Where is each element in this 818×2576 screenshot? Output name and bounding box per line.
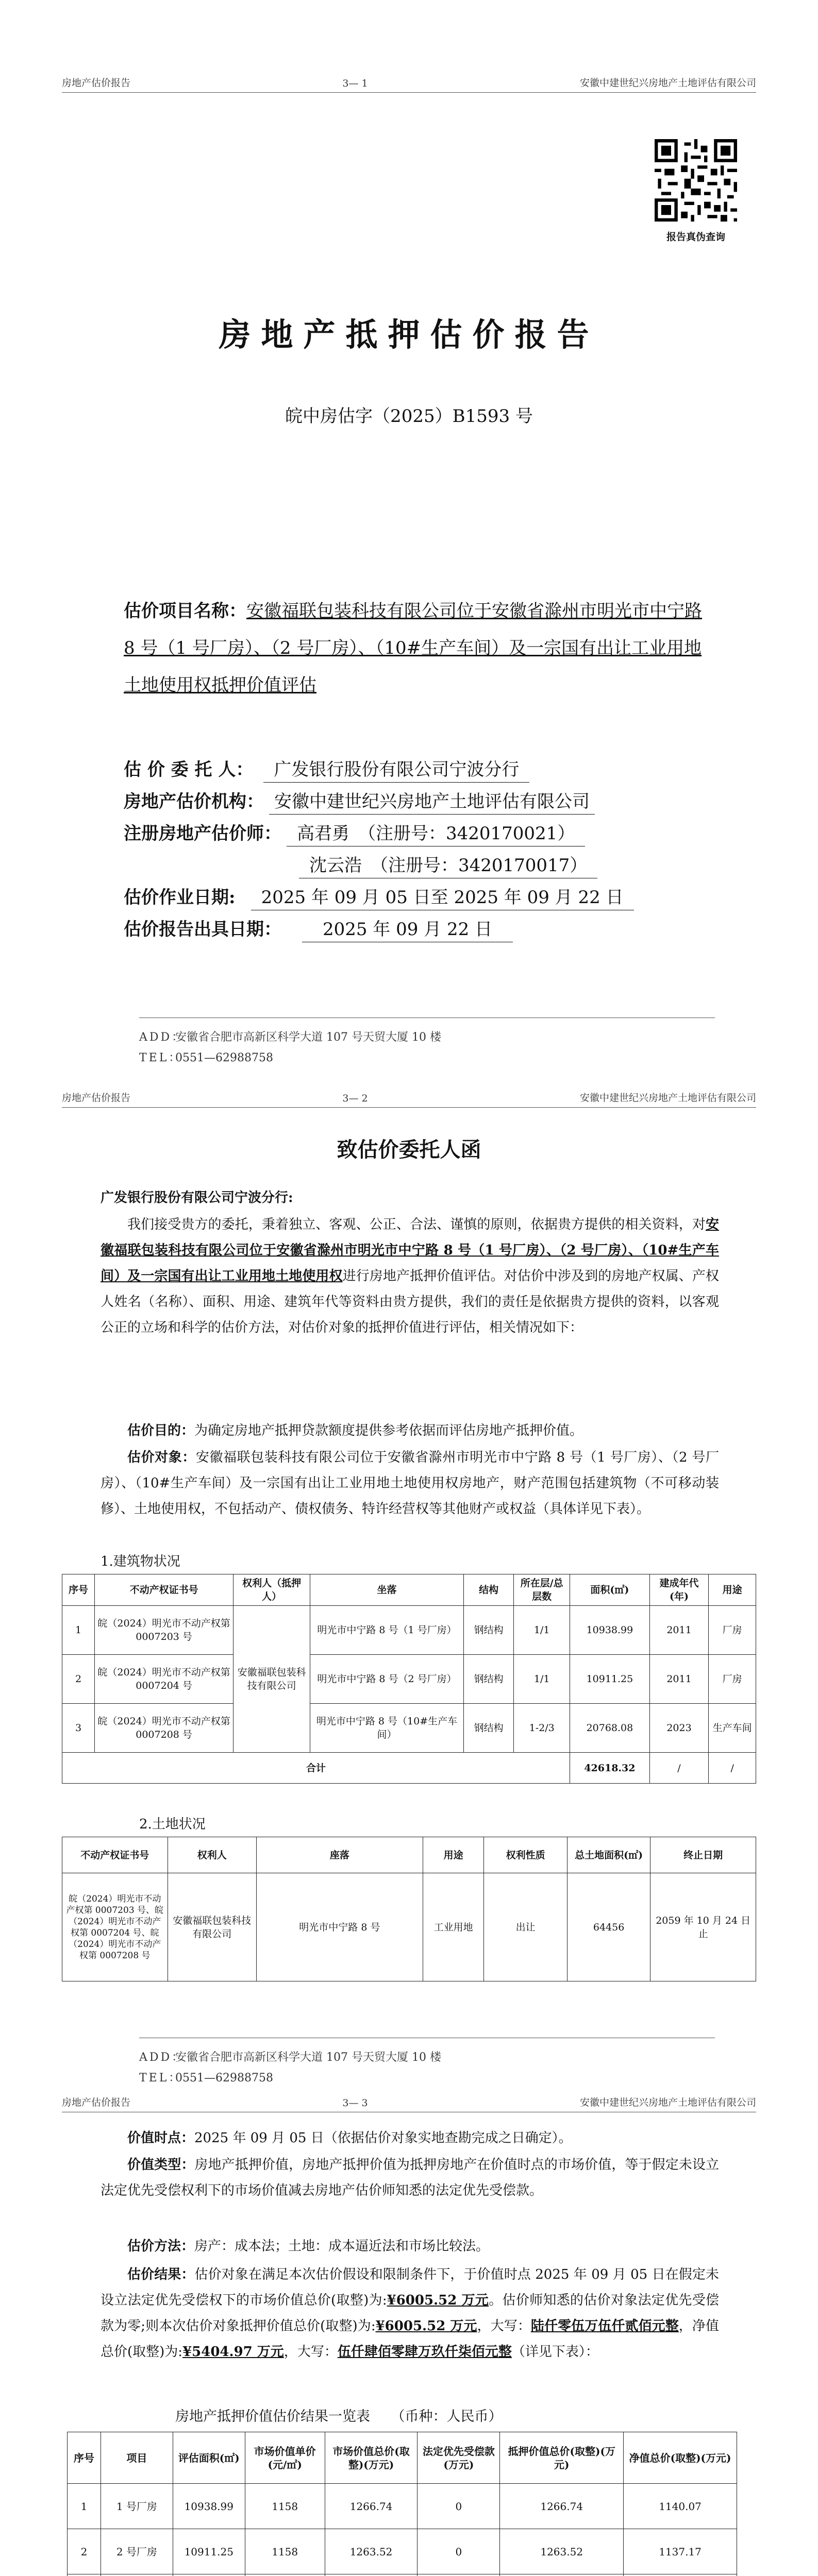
table-row: [68, 2484, 737, 2529]
th-cert: 不动产权证书号: [95, 1574, 233, 1606]
footer-add-label: ADD：: [139, 2051, 186, 2064]
cell: 钢结构: [463, 1655, 513, 1704]
cell: 2023: [649, 1704, 709, 1753]
intro-object: 安徽福联包装科技有限公司位于安徽省滁州市明光市中宁路 8 号（1 号厂房）、（2 号厂房）、（10#生产车间）及一宗国有出让工业用地土地使用权: [101, 1217, 719, 1284]
result-text: 估价对象在满足本次估价假设和限制条件下，于价值时点 2025 年 09 月 05 日在假定未设立法定优先受偿权下的市场价值总价(取整)为:: [101, 2267, 719, 2308]
table-row: [62, 1655, 756, 1704]
table-row: [62, 1873, 756, 1981]
header-left: 房地产估价报告: [62, 77, 131, 89]
cell: 1137.17: [624, 2529, 737, 2574]
cell: 1/1: [514, 1606, 570, 1655]
cell: 0: [418, 2484, 500, 2529]
cell: 0: [418, 2529, 500, 2574]
th-no: 序号: [68, 2432, 101, 2484]
cell: 1: [68, 2484, 101, 2529]
cell: 1/1: [514, 1655, 570, 1704]
cell: 安徽福联包装科技有限公司: [168, 1873, 256, 1981]
header-left: 房地产估价报告: [62, 2097, 131, 2108]
summary-table: [67, 2432, 737, 2576]
qr-caption: 报告真伪查询: [666, 231, 725, 243]
summary-title: [175, 2405, 503, 2425]
land-section-title: 2.土地状况: [139, 1817, 206, 1832]
cell: 钢结构: [463, 1704, 513, 1753]
letter-title: 致估价委托人函: [337, 1138, 481, 1162]
page-header: [62, 2092, 756, 2112]
page-footer: [139, 2038, 715, 2089]
header-page-number: 3— 3: [342, 2097, 368, 2109]
issue-date-value: 2025 年 09 月 22 日: [302, 917, 513, 942]
table-row: [62, 1704, 756, 1753]
cell: 1263.52: [325, 2529, 418, 2574]
cell: 1-2/3: [514, 1704, 570, 1753]
th-cert: 不动产权证书号: [62, 1837, 168, 1873]
cell: /: [649, 1753, 709, 1784]
cell: [500, 2574, 624, 2576]
th-use: 用途: [423, 1837, 483, 1873]
cell: [624, 2574, 737, 2576]
cell-total-label: 合计: [62, 1753, 570, 1784]
header-right: 安徽中建世纪兴房地产土地评估有限公司: [579, 2097, 756, 2108]
result-text: ，大写：: [283, 2344, 338, 2360]
cell: 钢结构: [463, 1606, 513, 1655]
cell: 明光市中宁路 8 号（2 号厂房）: [310, 1655, 464, 1704]
market-value: ¥6005.52 万元: [387, 2293, 489, 2308]
header-page-number: 3— 2: [342, 1093, 368, 1104]
appraiser-label: 注册房地产估价师：: [124, 823, 281, 844]
th-location: 座落: [256, 1837, 423, 1873]
footer-tel-label: TEL：: [139, 1052, 182, 1064]
report-title: 房地产抵押估价报告: [219, 316, 599, 353]
value-type-text: 房地产抵押价值，房地产抵押价值为抵押房地产在价值时点的市场价值，等于假定未设立法定优先受偿权利下的市场价值减去房地产估价师知悉的法定优先受偿款。: [101, 2157, 719, 2198]
cell: [68, 2574, 101, 2576]
value-date-label: 价值时点：: [127, 2130, 195, 2146]
cell: 皖（2024）明光市不动产权第 0007203 号、皖（2024）明光市不动产权第 0007204 号、皖（2024）明光市不动产权第 0007208 号: [62, 1873, 168, 1981]
object-label: 估价对象：: [127, 1450, 196, 1465]
cell: [245, 2574, 325, 2576]
footer-tel: 0551—62988758: [175, 1052, 273, 1064]
cell: 2011: [649, 1606, 709, 1655]
appraiser-row-2: [299, 853, 597, 878]
page-header: [62, 72, 756, 93]
result-para: [101, 2262, 719, 2365]
appraiser-1: 高君勇 （注册号：3420170021）: [287, 821, 585, 846]
project-label: 估价项目名称：: [124, 601, 246, 621]
th-year: 建成年代(年): [649, 1574, 709, 1606]
cell: 皖（2024）明光市不动产权第 0007204 号: [95, 1655, 233, 1704]
agency-row: [124, 789, 595, 815]
cell: 1266.74: [325, 2484, 418, 2529]
th-owner: 权利人: [168, 1837, 256, 1873]
work-date-row: [124, 885, 634, 910]
th-market-total: 市场价值总价(取整)(万元): [325, 2432, 418, 2484]
cell: 工业用地: [423, 1873, 483, 1981]
cell: 10938.99: [570, 1606, 650, 1655]
cell: [325, 2574, 418, 2576]
cell: 1266.74: [500, 2484, 624, 2529]
th-right: 权利性质: [484, 1837, 567, 1873]
summary-currency: （币种：人民币）: [398, 2409, 503, 2425]
cell: 明光市中宁路 8 号（1 号厂房）: [310, 1606, 464, 1655]
page-header: [62, 1087, 756, 1108]
th-location: 坐落: [310, 1574, 464, 1606]
purpose-para: [101, 1418, 719, 1444]
cell: 1 号厂房: [101, 2484, 173, 2529]
net-value: ¥5404.97 万元: [182, 2344, 284, 2360]
cell-total-area: 42618.32: [570, 1753, 650, 1784]
th-end: 终止日期: [650, 1837, 756, 1873]
header-page-number: 3— 1: [342, 78, 368, 89]
footer-tel: 0551—62988758: [175, 2072, 273, 2084]
client-label: 估 价 委 托 人：: [124, 759, 254, 780]
cell: 10938.99: [173, 2484, 245, 2529]
th-floor: 所在层/总层数: [514, 1574, 570, 1606]
result-text: ，大写：: [477, 2318, 531, 2334]
mortgage-value: ¥6005.52 万元: [375, 2318, 477, 2334]
cell: 生产车间: [709, 1704, 756, 1753]
cell: 明光市中宁路 8 号: [256, 1873, 423, 1981]
cell: 2: [62, 1655, 95, 1704]
table-row: [62, 1606, 756, 1655]
value-type-label: 价值类型：: [127, 2157, 195, 2173]
cell: 1263.52: [500, 2529, 624, 2574]
cell: 10911.25: [173, 2529, 245, 2574]
cell: 2 号厂房: [101, 2529, 173, 2574]
th-owner: 权利人（抵押人）: [233, 1574, 310, 1606]
cell: /: [709, 1753, 756, 1784]
cell: 厂房: [709, 1655, 756, 1704]
th-item: 项目: [101, 2432, 173, 2484]
method-para: [101, 2233, 719, 2259]
cell: 2059 年 10 月 24 日止: [650, 1873, 756, 1981]
method-label: 估价方法：: [127, 2239, 195, 2254]
cell: 3: [62, 1704, 95, 1753]
building-section-title: 1.建筑物状况: [101, 1554, 180, 1569]
cell: 10911.25: [570, 1655, 650, 1704]
header-left: 房地产估价报告: [62, 1092, 131, 1104]
table-row: [68, 2529, 737, 2574]
cell: [101, 2574, 173, 2576]
table-total-row: [62, 1753, 756, 1784]
issue-date-row: [124, 917, 513, 942]
cell: 2011: [649, 1655, 709, 1704]
method-text: 房产：成本法；土地：成本逼近法和市场比较法。: [194, 2239, 490, 2254]
object-para: [101, 1445, 719, 1522]
cell-owner: 安徽福联包装科技有限公司: [233, 1606, 310, 1753]
th-area: 评估面积(㎡): [173, 2432, 245, 2484]
work-date-label: 估价作业日期:: [124, 887, 236, 908]
th-net-total: 净值总价(取整)(万元): [624, 2432, 737, 2484]
page-footer: [139, 1018, 715, 1069]
object-text: 安徽福联包装科技有限公司位于安徽省滁州市明光市中宁路 8 号（1 号厂房）、（2 号厂房）、（10#生产车间）及一宗国有出让工业用地土地使用权房地产，财产范围包括建筑物（不可移动装修）、土地使用权，不包括动产、债权债务、特许经营权等其他财产或权益（具体详见下表）。: [101, 1450, 719, 1517]
cell: 皖（2024）明光市不动产权第 0007203 号: [95, 1606, 233, 1655]
th-area: 总土地面积(㎡): [567, 1837, 650, 1873]
cell: 64456: [567, 1873, 650, 1981]
building-table: [62, 1574, 756, 1784]
cell: 1: [62, 1606, 95, 1655]
header-right: 安徽中建世纪兴房地产土地评估有限公司: [579, 1092, 756, 1104]
cell: [418, 2574, 500, 2576]
land-table: [62, 1837, 756, 1981]
th-area: 面积(㎡): [570, 1574, 650, 1606]
result-text: 。估价师知悉的估价对象法定优先受偿款为零;则本次估价对象抵押价值总价(取整)为:: [101, 2293, 719, 2334]
value-type-para: [101, 2152, 719, 2204]
cell: 1140.07: [624, 2484, 737, 2529]
value-date-para: [101, 2125, 719, 2151]
th-mortgage-total: 抵押价值总价(取整)(万元): [500, 2432, 624, 2484]
project-value: 安徽福联包装科技有限公司位于安徽省滁州市明光市中宁路 8 号（1 号厂房）、（2 号厂房）、（10#生产车间）及一宗国有出让工业用地土地使用权抵押价值评估: [124, 601, 702, 696]
th-priority: 法定优先受偿款(万元): [418, 2432, 500, 2484]
footer-address: 安徽省合肥市高新区科学大道 107 号天贸大厦 10 楼: [175, 2051, 441, 2064]
cell: 1158: [245, 2484, 325, 2529]
value-date-text: 2025 年 09 月 05 日（依据估价对象实地查勘完成之日确定）。: [194, 2130, 572, 2146]
footer-address: 安徽省合肥市高新区科学大道 107 号天贸大厦 10 楼: [175, 1031, 441, 1044]
summary-title-text: 房地产抵押价值估价结果一览表: [175, 2409, 370, 2425]
project-name: [124, 592, 711, 704]
cell: 2: [68, 2529, 101, 2574]
footer-tel-label: TEL：: [139, 2072, 182, 2084]
client-value: 广发银行股份有限公司宁波分行: [263, 757, 529, 783]
cell: 明光市中宁路 8 号（10#生产车间）: [310, 1704, 464, 1753]
result-text: ，净值总价(取整)为:: [101, 2318, 719, 2360]
net-value-words: 伍仟肆佰零肆万玖仟柒佰元整: [337, 2344, 512, 2360]
appraiser-2: 沈云浩 （注册号：3420170017）: [299, 853, 597, 878]
result-text: （详见下表）：: [511, 2344, 599, 2360]
agency-label: 房地产估价机构：: [124, 791, 264, 812]
letter-intro: [101, 1212, 719, 1341]
work-date-value: 2025 年 09 月 05 日至 2025 年 09 月 22 日: [251, 885, 634, 910]
qr-code-icon[interactable]: [655, 139, 737, 222]
issue-date-label: 估价报告出具日期：: [124, 919, 281, 940]
report-number: 皖中房估字（2025）B1593 号: [285, 406, 533, 427]
client-row: [124, 757, 529, 783]
cell: 厂房: [709, 1606, 756, 1655]
cell: [173, 2574, 245, 2576]
intro-part-2: 进行房地产抵押价值评估。对估价中涉及到的房地产权属、产权人姓名（名称）、面积、用途、建筑年代等资料由贵方提供，我们的责任是依据贵方提供的资料，以客观公正的立场和科学的估价方法，对估价对象的抵押价值进行评估，相关情况如下：: [101, 1268, 719, 1335]
appraiser-row: [124, 821, 585, 846]
cell: 出让: [484, 1873, 567, 1981]
cell: 皖（2024）明光市不动产权第 0007208 号: [95, 1704, 233, 1753]
table-row: [68, 2574, 737, 2576]
header-right: 安徽中建世纪兴房地产土地评估有限公司: [579, 77, 756, 89]
purpose-label: 估价目的：: [127, 1423, 195, 1438]
th-use: 用途: [709, 1574, 756, 1606]
th-structure: 结构: [463, 1574, 513, 1606]
purpose-text: 为确定房地产抵押贷款额度提供参考依据而评估房地产抵押价值。: [194, 1423, 583, 1438]
th-no: 序号: [62, 1574, 95, 1606]
salutation: 广发银行股份有限公司宁波分行:: [101, 1190, 293, 1206]
mortgage-value-words: 陆仟零伍万伍仟贰佰元整: [530, 2318, 679, 2334]
agency-value: 安徽中建世纪兴房地产土地评估有限公司: [269, 789, 595, 815]
cell: 20768.08: [570, 1704, 650, 1753]
cell: 1158: [245, 2529, 325, 2574]
footer-add-label: ADD：: [139, 1031, 186, 1044]
result-label: 估价结果：: [127, 2267, 195, 2282]
intro-part-1: 我们接受贵方的委托，秉着独立、客观、公正、合法、谨慎的原则，依据贵方提供的相关资料，对: [127, 1217, 706, 1232]
th-unit-price: 市场价值单价(元/㎡): [245, 2432, 325, 2484]
